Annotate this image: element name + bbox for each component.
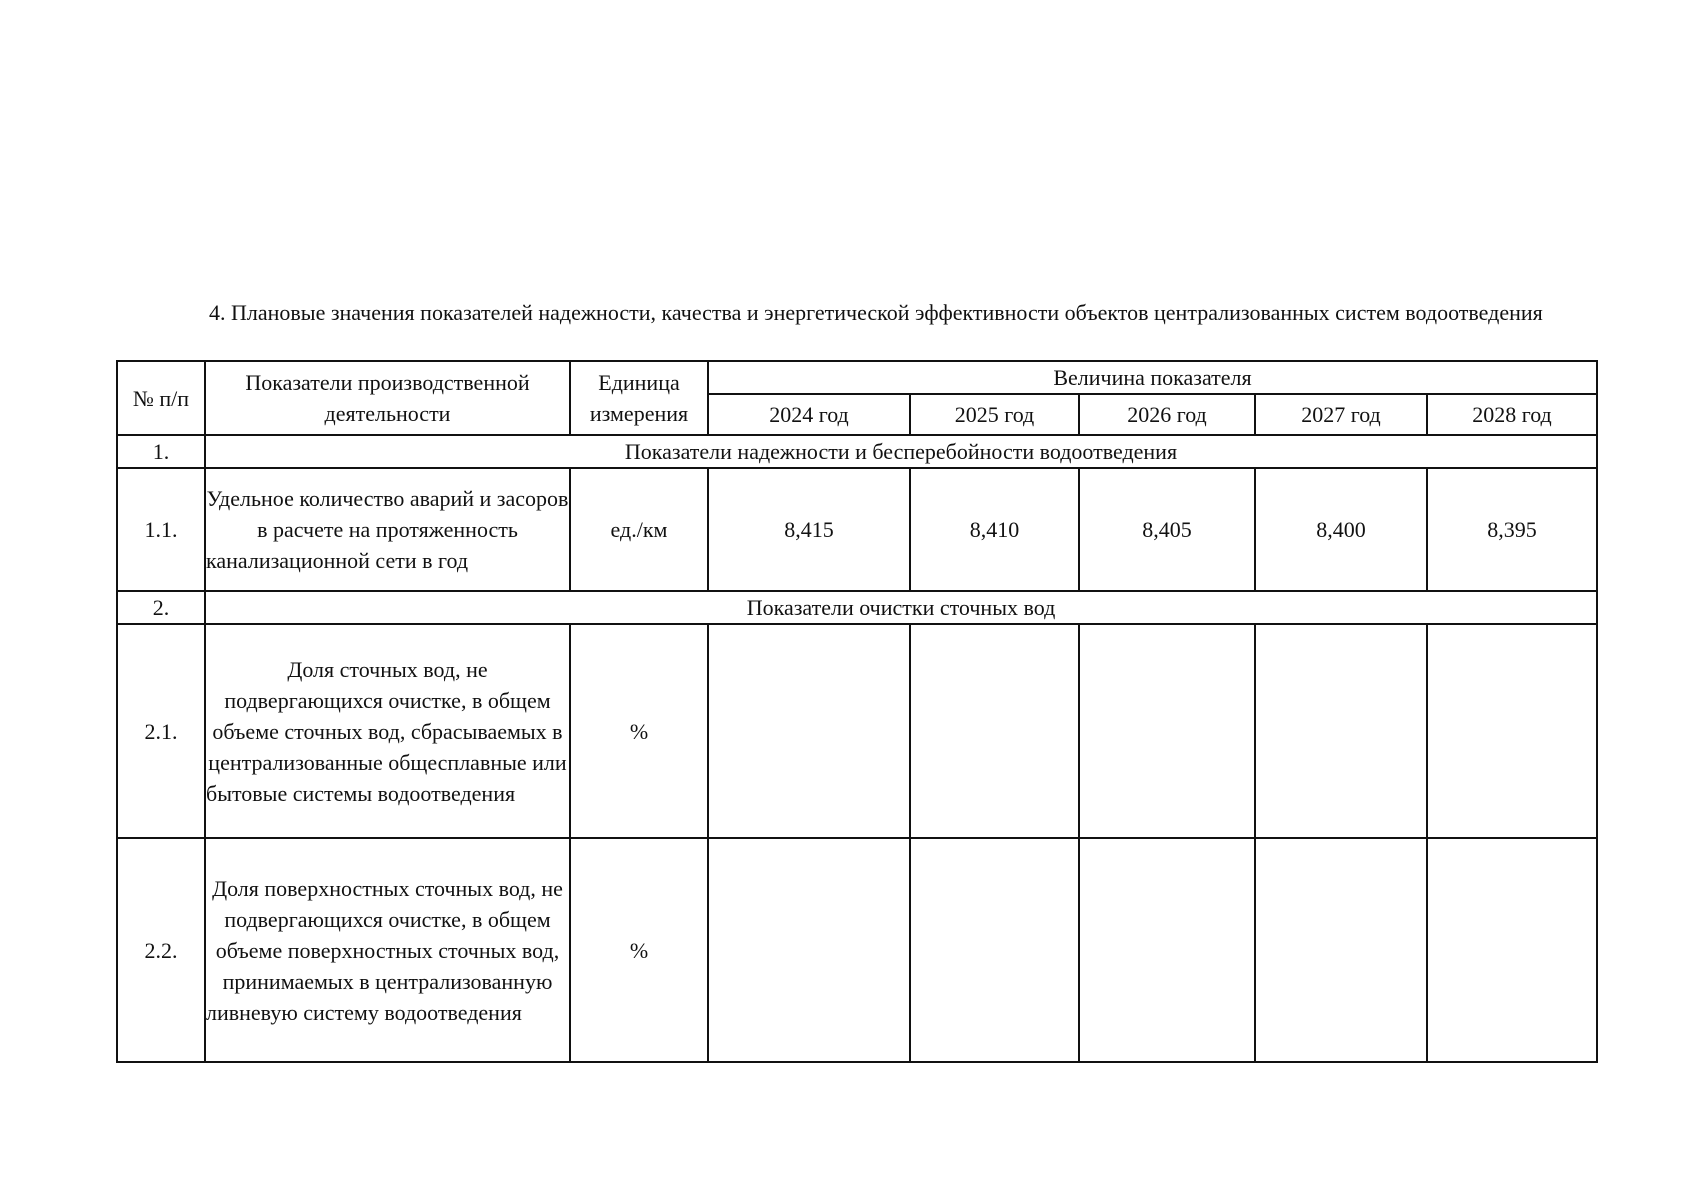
row-value-2024 <box>708 624 910 838</box>
section-num: 1. <box>117 435 205 468</box>
section-row <box>117 435 1597 468</box>
row-value-2027 <box>1255 624 1427 838</box>
section-num: 2. <box>117 591 205 624</box>
header-num: № п/п <box>117 361 205 435</box>
section-row <box>117 591 1597 624</box>
header-year: 2028 год <box>1427 394 1597 435</box>
header-year: 2024 год <box>708 394 910 435</box>
header-value-group: Величина показателя <box>708 361 1597 394</box>
row-value-2026 <box>1079 838 1255 1062</box>
row-value-2025 <box>910 838 1079 1062</box>
table-row <box>117 468 1597 591</box>
header-year: 2026 год <box>1079 394 1255 435</box>
row-indicator-name: Доля поверхностных сточных вод, не подвергающихся очистке, в общем объеме поверхностных сточных вод, принимаемых в централизованную ливневую систему водоотведения <box>205 838 570 1062</box>
row-value-2028 <box>1427 838 1597 1062</box>
row-value-2026 <box>1079 624 1255 838</box>
row-num: 2.2. <box>117 838 205 1062</box>
row-value-2028: 8,395 <box>1427 468 1597 591</box>
row-value-2027: 8,400 <box>1255 468 1427 591</box>
row-value-2025: 8,410 <box>910 468 1079 591</box>
row-num: 2.1. <box>117 624 205 838</box>
row-value-2027 <box>1255 838 1427 1062</box>
header-row-1 <box>117 361 1597 394</box>
table-row <box>117 624 1597 838</box>
row-unit: ед./км <box>570 468 708 591</box>
row-value-2026: 8,405 <box>1079 468 1255 591</box>
header-year: 2027 год <box>1255 394 1427 435</box>
document-heading: 4. Плановые значения показателей надежности, качества и энергетической эффективности объектов централизованных систем водоотведения <box>209 300 1543 325</box>
row-value-2028 <box>1427 624 1597 838</box>
row-unit: % <box>570 624 708 838</box>
header-unit: Единица измерения <box>570 361 708 435</box>
row-indicator-name: Доля сточных вод, не подвергающихся очистке, в общем объеме сточных вод, сбрасываемых в централизованные общесплавные или бытовые системы водоотведения <box>205 624 570 838</box>
header-indicator: Показатели производственной деятельности <box>205 361 570 435</box>
row-num: 1.1. <box>117 468 205 591</box>
section-title: Показатели очистки сточных вод <box>205 591 1597 624</box>
row-value-2024 <box>708 838 910 1062</box>
row-unit: % <box>570 838 708 1062</box>
table-row <box>117 838 1597 1062</box>
row-indicator-name: Удельное количество аварий и засоров в расчете на протяженность канализационной сети в год <box>205 468 570 591</box>
header-year: 2025 год <box>910 394 1079 435</box>
section-title: Показатели надежности и бесперебойности водоотведения <box>205 435 1597 468</box>
indicators-table <box>116 360 1598 1063</box>
row-value-2025 <box>910 624 1079 838</box>
row-value-2024: 8,415 <box>708 468 910 591</box>
